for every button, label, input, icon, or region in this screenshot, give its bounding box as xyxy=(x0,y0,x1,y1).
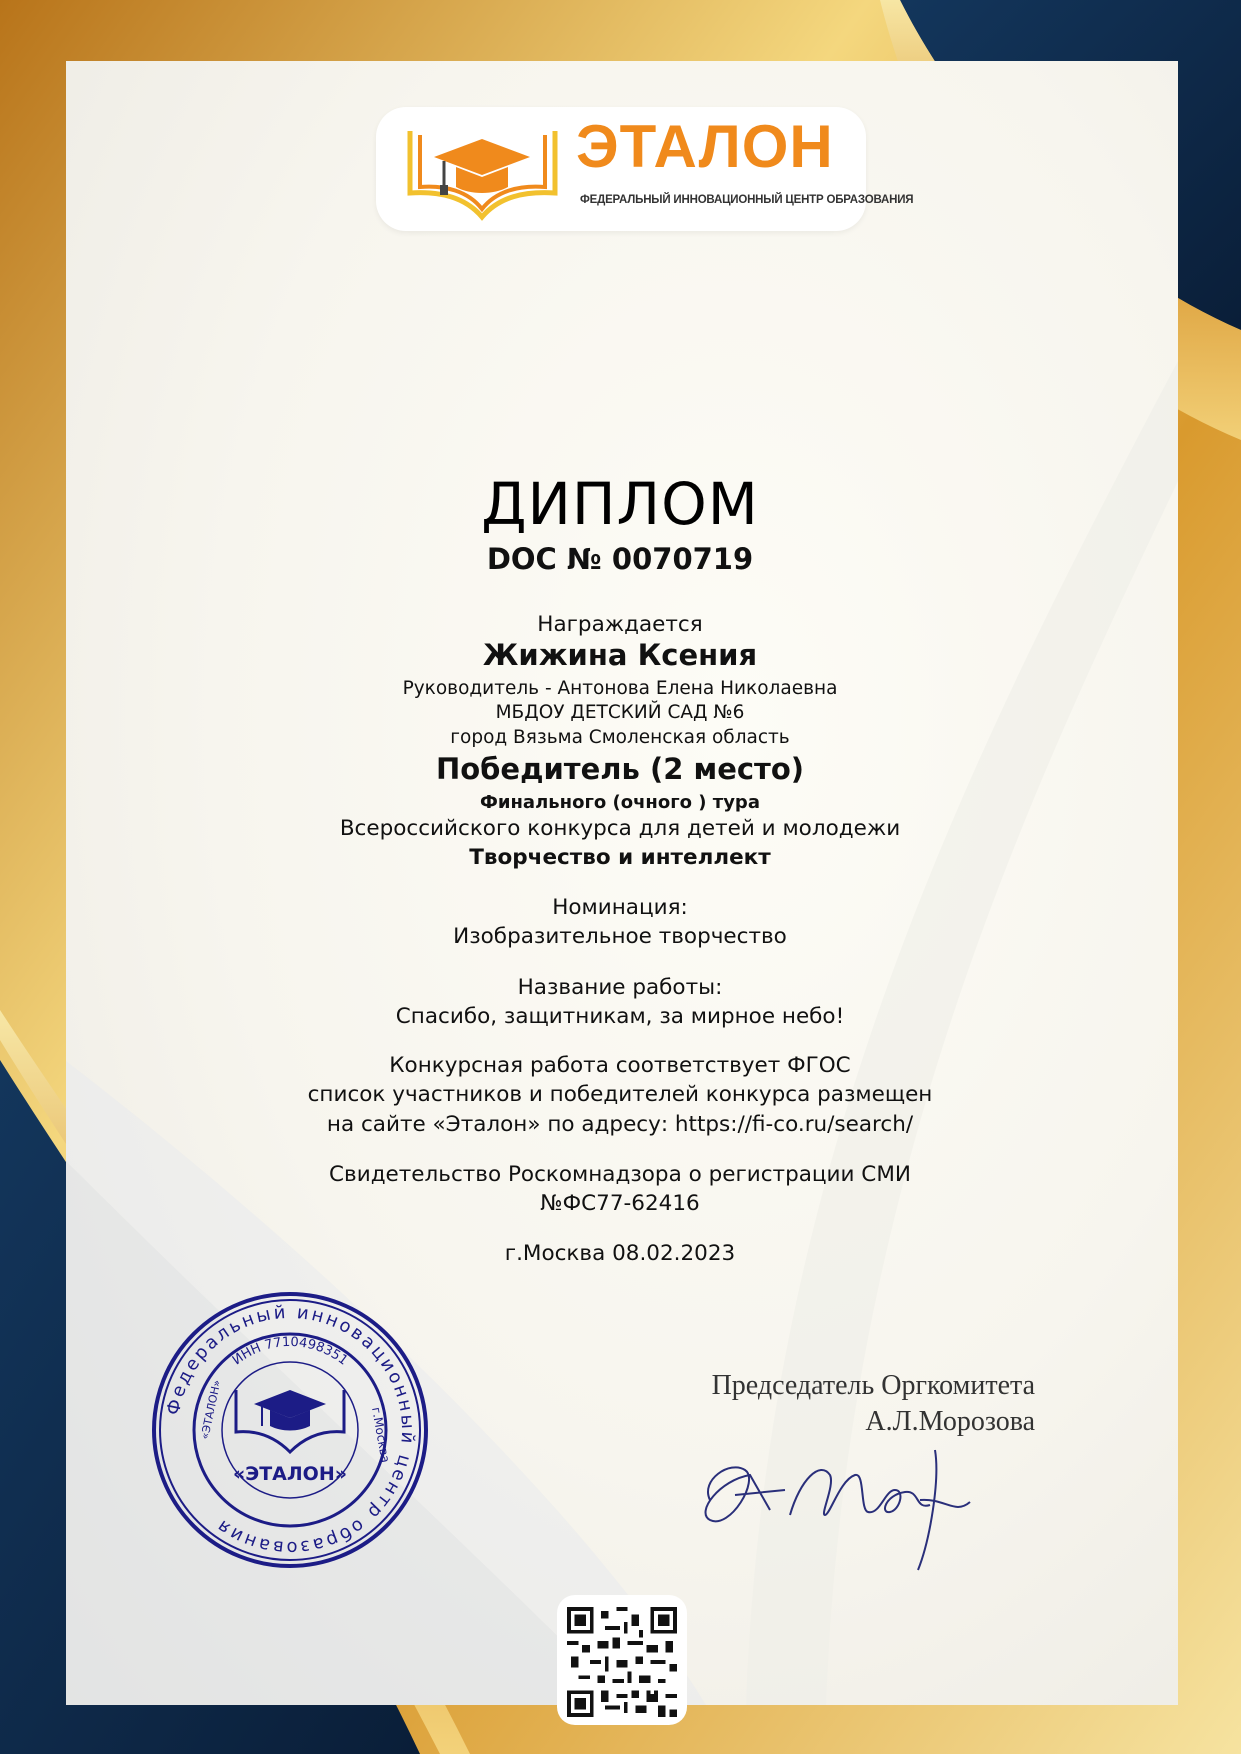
supervisor: Руководитель - Антонова Елена Николаевна xyxy=(402,678,838,699)
stamp-graduation-cap-icon xyxy=(236,1390,344,1452)
participants-list-line: список участников и победителей конкурса размещен xyxy=(307,1082,933,1107)
work-title-value: Спасибо, защитникам, за мирное небо! xyxy=(395,1004,845,1029)
diploma-title: ДИПЛОМ xyxy=(481,470,759,538)
stamp-brand-quoted: «ЭТАЛОН» xyxy=(198,1378,224,1441)
contest-round: Финального (очного ) тура xyxy=(480,792,760,813)
qr-code xyxy=(557,1595,687,1725)
recipient-name: Жижина Ксения xyxy=(482,638,758,672)
doc-number: DOC № 0070719 xyxy=(486,542,754,576)
award-place: Победитель (2 место) xyxy=(435,752,805,786)
fgos-line: Конкурсная работа соответствует ФГОС xyxy=(389,1053,851,1078)
stamp-city: г.Москва xyxy=(369,1406,393,1464)
stamp-center-text: «ЭТАЛОН» xyxy=(233,1463,347,1485)
svg-text:ИНН 7710498351 xyxy=(230,1335,351,1369)
stamp-inn: ИНН 7710498351 xyxy=(229,1334,351,1369)
city-date: г.Москва 08.02.2023 xyxy=(504,1241,736,1266)
site-address-line: на сайте «Эталон» по адресу: https://fi-co.ru/search/ xyxy=(326,1112,914,1137)
signatory-position: Председатель Оргкомитета xyxy=(711,1370,1035,1401)
contest-description: Всероссийского конкурса для детей и молодежи xyxy=(339,816,901,841)
work-title-label: Название работы: xyxy=(517,975,723,1000)
location: город Вязьма Смоленская область xyxy=(450,727,790,748)
signatory-name: А.Л.Морозова xyxy=(865,1406,1035,1437)
handwritten-signature xyxy=(690,1420,990,1580)
media-registration-line: Свидетельство Роскомнадзора о регистрации СМИ xyxy=(329,1162,911,1187)
institution: МБДОУ ДЕТСКИЙ САД №6 xyxy=(495,702,745,723)
nomination-value: Изобразительное творчество xyxy=(453,924,787,949)
nomination-label: Номинация: xyxy=(552,895,688,920)
qr-code-icon xyxy=(567,1607,677,1717)
contest-name: Творчество и интеллект xyxy=(469,845,771,870)
media-registration-number: №ФС77-62416 xyxy=(540,1191,700,1216)
stamp-outer-text: Федеральный инновационный центр образования xyxy=(162,1301,419,1559)
official-stamp xyxy=(150,1290,430,1570)
diploma-body xyxy=(180,0,1060,1300)
awarded-label: Награждается xyxy=(537,612,703,637)
logo-name: ЭТАЛОН xyxy=(576,113,834,180)
logo-subtitle: ФЕДЕРАЛЬНЫЙ ИННОВАЦИОННЫЙ ЦЕНТР ОБРАЗОВАНИЯ xyxy=(580,194,914,206)
